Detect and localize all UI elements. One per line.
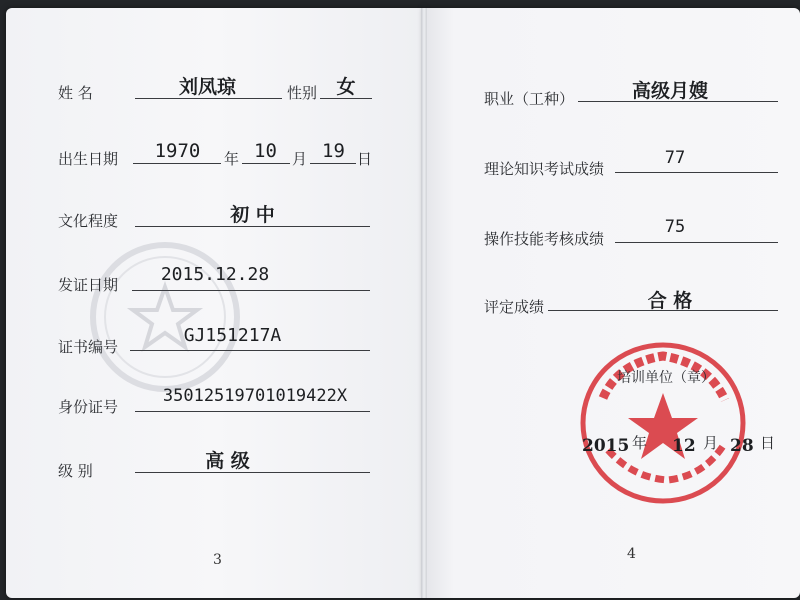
cert-number-value: GJ151217A — [183, 325, 282, 346]
embossed-seal — [80, 232, 250, 402]
page-number-left: 3 — [213, 552, 222, 568]
rating-underline — [548, 310, 778, 311]
seal-month-char: 月 — [703, 434, 719, 452]
training-unit-label: 培训单位（章） — [617, 370, 715, 386]
birth-month-char: 月 — [292, 150, 308, 168]
skill-score-value: 75 — [664, 217, 686, 237]
birth-year-char: 年 — [224, 150, 240, 168]
birth-day-underline — [310, 163, 356, 164]
issue-date-value: 2015.12.28 — [160, 264, 270, 285]
theory-score-underline — [615, 172, 778, 173]
level-underline — [135, 472, 370, 473]
skill-score-underline — [615, 242, 778, 243]
birth-label: 出生日期 — [58, 150, 119, 168]
issue-date-underline — [132, 290, 370, 291]
seal-year: 2015 — [582, 436, 630, 456]
gender-label: 性别 — [287, 84, 318, 102]
seal-year-char: 年 — [632, 434, 648, 452]
id-number-label: 身份证号 — [58, 398, 119, 416]
cert-number-label: 证书编号 — [58, 338, 119, 356]
red-official-seal — [573, 338, 753, 508]
cert-number-underline — [130, 350, 370, 351]
seal-day: 28 — [730, 436, 754, 456]
gender-value: 女 — [336, 76, 356, 98]
level-value: 高 级 — [205, 450, 250, 472]
id-number-value: 35012519701019422X — [162, 386, 348, 406]
birth-day-char: 日 — [357, 150, 373, 168]
skill-score-label: 操作技能考核成绩 — [484, 230, 605, 248]
birth-month-underline — [242, 163, 290, 164]
birth-year-underline — [133, 163, 221, 164]
page-number-right: 4 — [627, 546, 636, 562]
occupation-underline — [578, 101, 778, 102]
occupation-value: 高级月嫂 — [631, 80, 708, 102]
occupation-label: 职业（工种） — [484, 90, 575, 108]
seal-day-char: 日 — [760, 434, 776, 452]
level-label: 级 别 — [58, 462, 93, 480]
gender-underline — [320, 98, 372, 99]
rating-label: 评定成绩 — [484, 298, 545, 316]
id-number-underline — [135, 411, 370, 412]
name-label: 姓 名 — [58, 84, 93, 102]
theory-score-value: 77 — [664, 148, 686, 168]
issue-date-label: 发证日期 — [58, 276, 119, 294]
book-spine — [421, 8, 427, 598]
name-value: 刘凤琼 — [178, 76, 236, 98]
birth-month: 10 — [254, 140, 277, 162]
birth-year: 1970 — [154, 140, 201, 162]
education-label: 文化程度 — [58, 212, 119, 230]
name-underline — [135, 98, 282, 99]
seal-month: 12 — [672, 436, 696, 456]
birth-day: 19 — [322, 140, 345, 162]
education-underline — [135, 226, 370, 227]
theory-score-label: 理论知识考试成绩 — [484, 160, 605, 178]
education-value: 初 中 — [230, 204, 275, 226]
rating-value: 合 格 — [647, 290, 693, 312]
